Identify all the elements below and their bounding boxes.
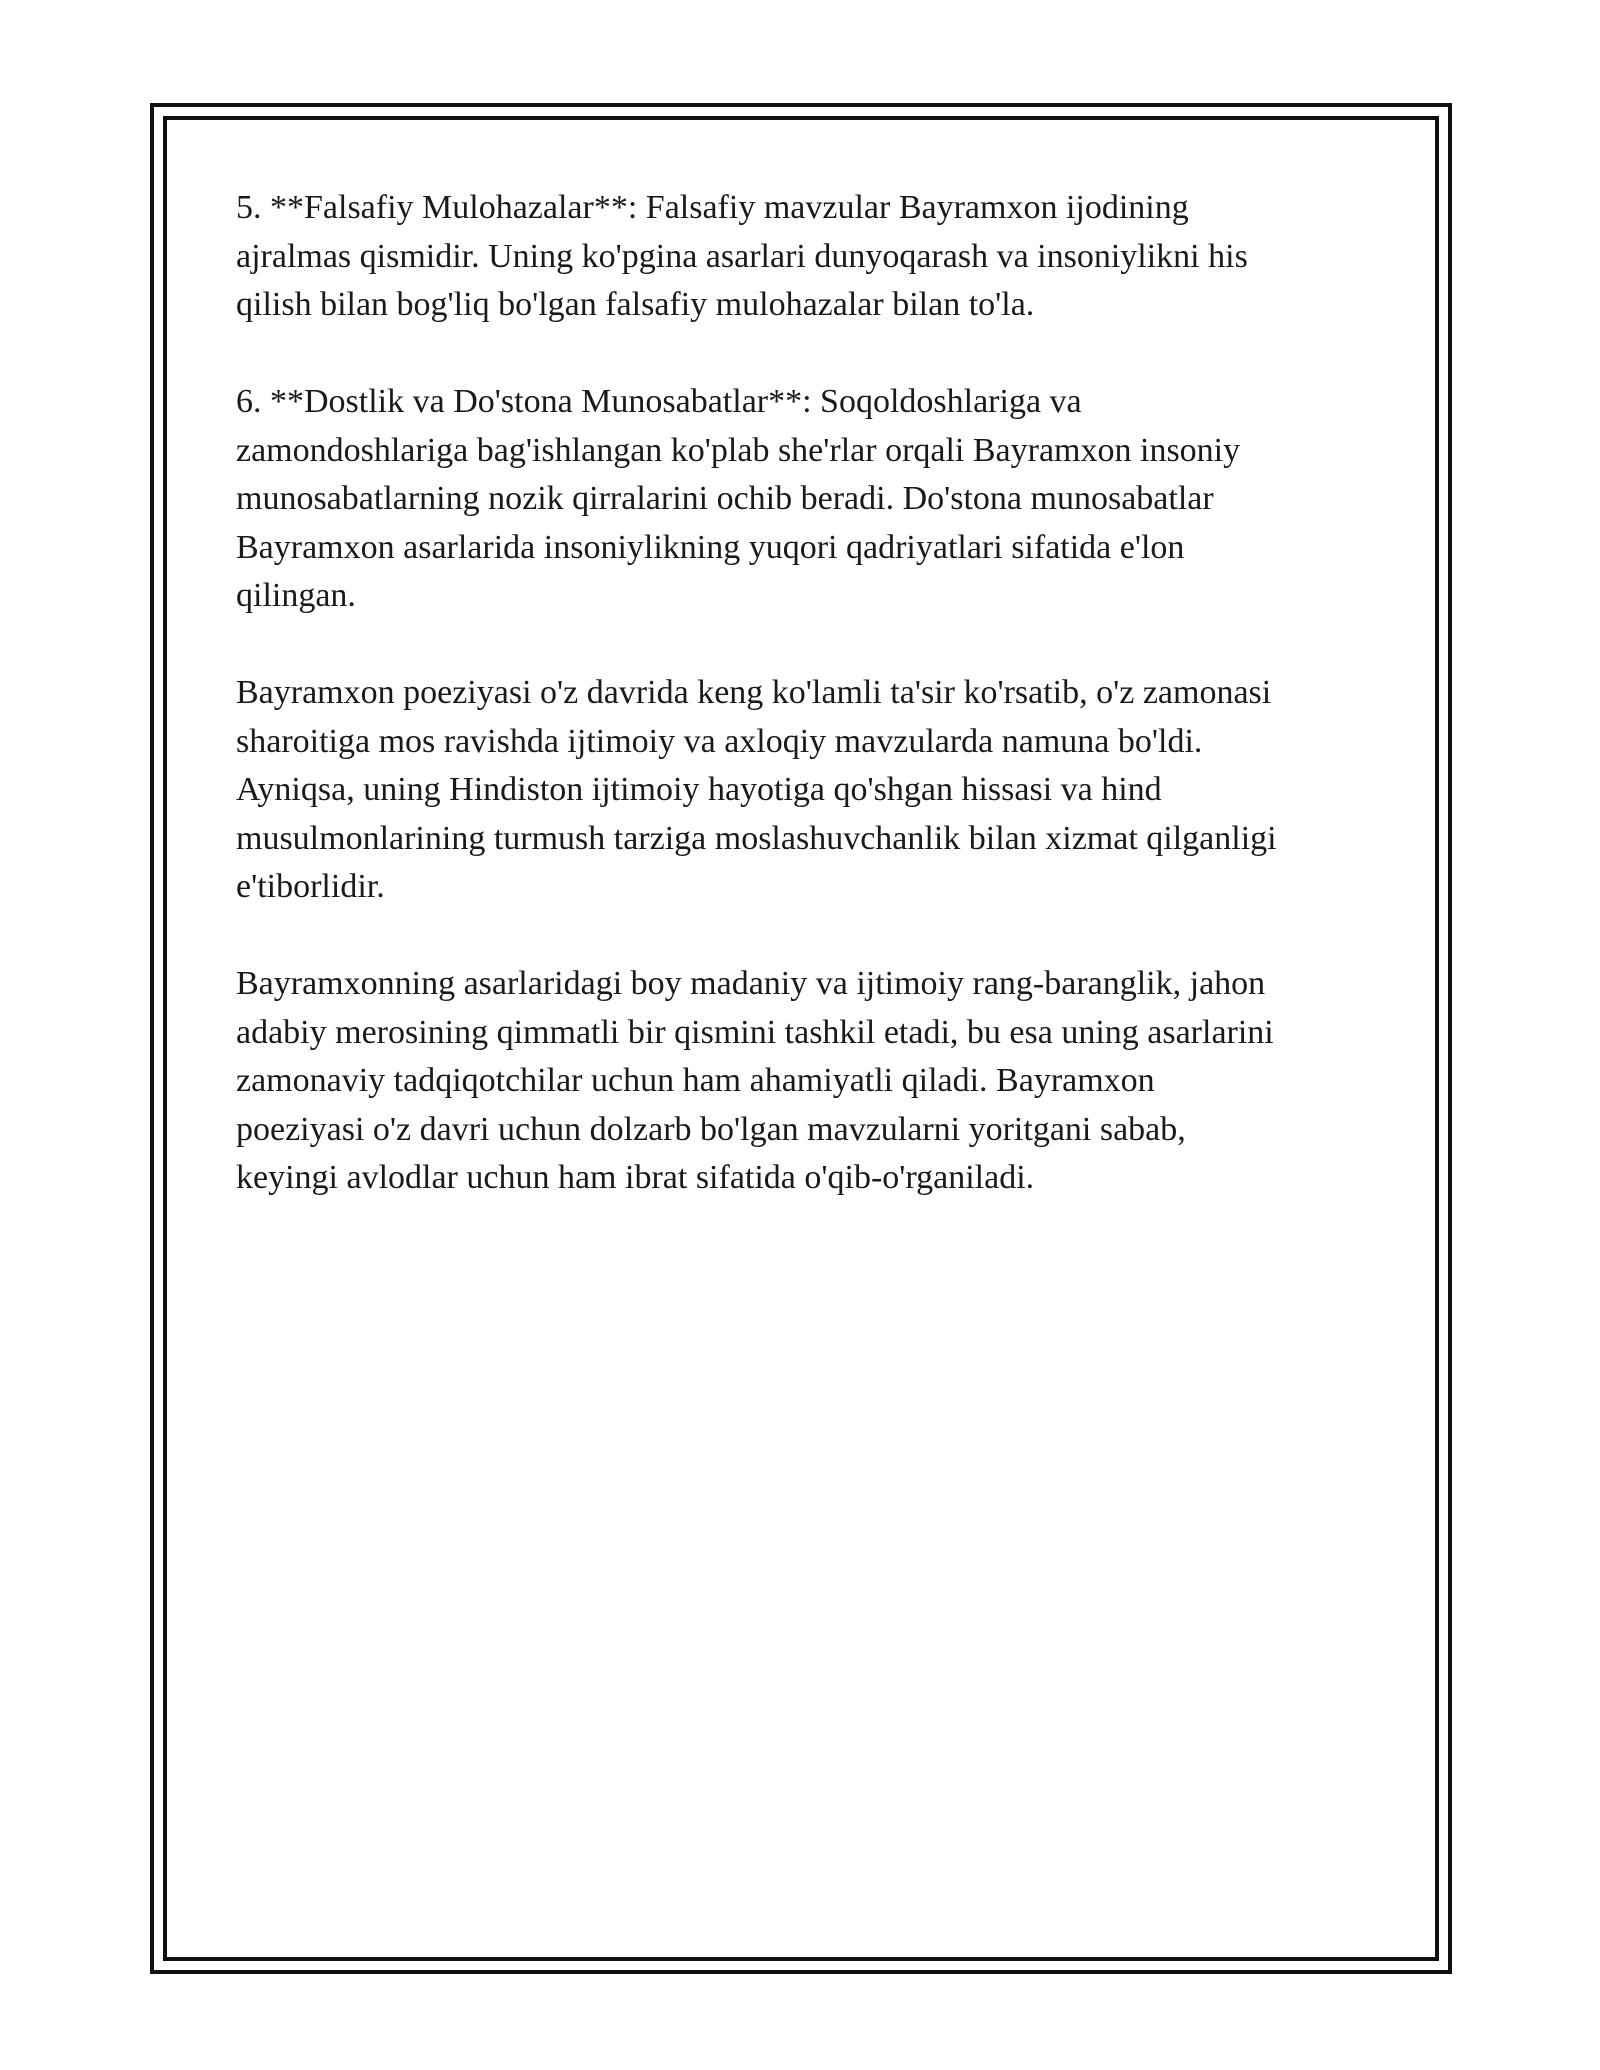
text-line: zamondoshlariga bag'ishlangan ko'plab she'rlar orqali Bayramxon insoniy [236,431,1241,469]
text-line: Bayramxon asarlarida insoniylikning yuqori qadriyatlari sifatida e'lon [236,528,1185,566]
text-line: sharoitiga mos ravishda ijtimoiy va axloqiy mavzularda namuna bo'ldi. [236,722,1203,760]
text-line: zamonaviy tadqiqotchilar uchun ham ahamiyatli qiladi. Bayramxon [236,1062,1155,1099]
text-line: munosabatlarning nozik qirralarini ochib beradi. Do'stona munosabatlar [236,480,1214,517]
text-line: qilish bilan bog'liq bo'lgan falsafiy mulohazalar bilan to'la. [236,286,1035,323]
text-line: adabiy merosining qimmatli bir qismini tashkil etadi, bu esa uning asarlarini [236,1013,1274,1051]
text-line: Bayramxonning asarlaridagi boy madaniy va ijtimoiy rang-baranglik, jahon [236,965,1266,1002]
text-line: e'tiborlidir. [236,868,385,905]
text-line: musulmonlarining turmush tarziga moslashuvchanlik bilan xizmat qilganligi [236,819,1277,857]
document-body [236,184,1366,1251]
text-line: 6. **Dostlik va Do'stona Munosabatlar**: Soqoldoshlariga va [236,383,1082,420]
text-line: qilingan. [236,577,356,614]
text-line: poeziyasi o'z davri uchun dolzarb bo'lgan mavzularni yoritgani sabab, [236,1110,1186,1148]
text-line: Ayniqsa, uning Hindiston ijtimoiy hayotiga qo'shgan hissasi va hind [236,771,1162,808]
text-line: keyingi avlodlar uchun ham ibrat sifatida o'qib-o'rganiladi. [236,1159,1035,1196]
text-line: Bayramxon poeziyasi o'z davrida keng ko'lamli ta'sir ko'rsatib, o'z zamonasi [236,674,1272,711]
paragraph-poeziya-tasiri [236,669,1366,912]
paragraph-dostlik-munosabatlar [236,378,1366,621]
paragraph-madaniy-meros [236,960,1366,1203]
paragraph-falsafiy-mulohazalar [236,184,1366,330]
text-line: ajralmas qismidir. Uning ko'pgina asarlari dunyoqarash va insoniylikni his [236,237,1248,275]
text-line: 5. **Falsafiy Mulohazalar**: Falsafiy mavzular Bayramxon ijodining [236,189,1189,226]
